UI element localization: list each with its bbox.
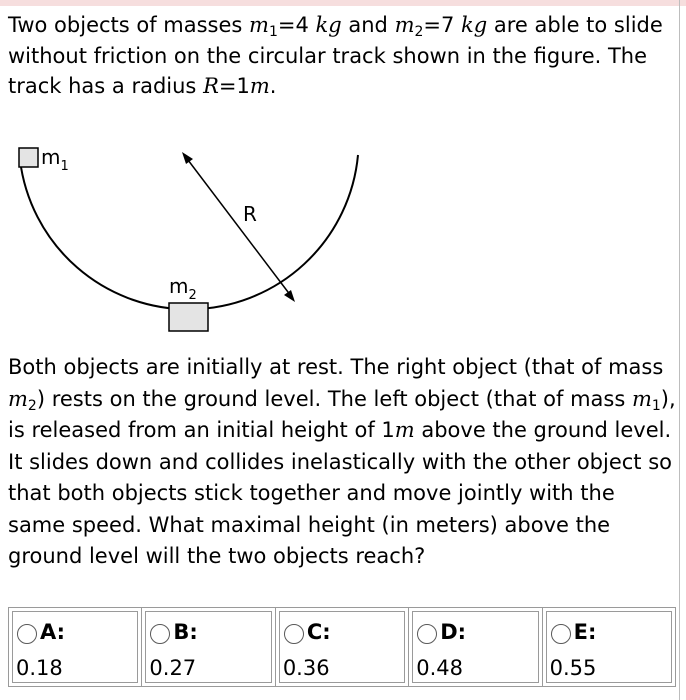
right-divider: [679, 0, 680, 700]
radio-e[interactable]: [551, 624, 571, 644]
question-body: Both objects are initially at rest. The right object (that of mass $m_2$) rests on the ground level. The left object (that of mass $m_1$), is released from an initial height of 1m above the ground level. It slides down and collides inelastically with the other object so that both objects stick together and move jointly with the same speed. What maximal height (in meters) above the ground level will the two objects reach?: [8, 355, 676, 568]
radio-a[interactable]: [17, 624, 37, 644]
radius-arrowhead-bottom: [284, 290, 295, 302]
answer-value: 0.36: [282, 656, 330, 680]
radio-d[interactable]: [417, 624, 437, 644]
mass-1-block: [19, 148, 38, 167]
answer-option-d[interactable]: [409, 608, 542, 686]
radius-label: R: [243, 202, 257, 226]
radius-line: [188, 160, 291, 296]
answer-option-a[interactable]: [9, 608, 142, 686]
mass-2-block: [169, 303, 208, 331]
radio-c[interactable]: [284, 624, 304, 644]
answer-value: 0.48: [416, 656, 463, 680]
answer-option-c[interactable]: [276, 608, 409, 686]
circular-track: [20, 155, 358, 309]
answer-letter: D:: [440, 620, 467, 644]
mass-2-label: $m_2$: [169, 274, 197, 303]
radius-arrowhead-top: [182, 152, 193, 164]
track-figure: [0, 140, 400, 340]
answer-choices: [8, 607, 676, 687]
answer-value: 0.27: [149, 656, 197, 680]
answer-letter: C:: [306, 620, 331, 644]
top-strip: [0, 0, 686, 6]
answer-value: 0.55: [549, 656, 597, 680]
answer-option-b[interactable]: [142, 608, 275, 686]
mass-1-label: $m_1$: [41, 145, 69, 174]
answer-option-e[interactable]: [543, 608, 675, 686]
question-intro: Two objects of masses $m_1=4$ kg and $m_2=7$ kg are able to slide without friction on the circular track shown in the figure. The track has a radius R=1m.: [8, 13, 663, 98]
radio-b[interactable]: [150, 624, 170, 644]
answer-letter: A:: [40, 620, 66, 644]
answer-letter: E:: [573, 620, 597, 644]
answer-letter: B:: [173, 620, 198, 644]
answer-value: 0.18: [16, 656, 63, 680]
